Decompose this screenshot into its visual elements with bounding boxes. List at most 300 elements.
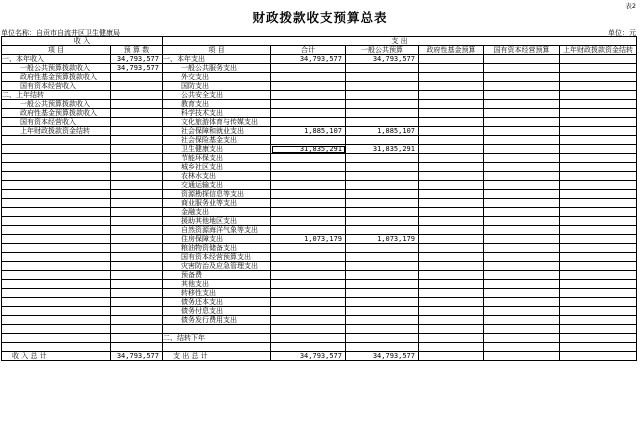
expense-item-header: 项 目	[163, 46, 271, 55]
income-item-cell[interactable]	[1, 271, 111, 280]
income-value-cell[interactable]	[111, 136, 163, 145]
table-row	[1, 208, 637, 217]
income-item-cell[interactable]	[1, 154, 111, 163]
income-value-cell[interactable]: 34,793,577	[111, 55, 163, 64]
income-value-cell[interactable]	[111, 163, 163, 172]
total-cell[interactable]	[271, 298, 346, 307]
soe-cell[interactable]	[484, 82, 560, 91]
general-budget-header: 一般公共预算	[346, 46, 419, 55]
general-budget-cell[interactable]	[346, 199, 419, 208]
income-value-cell[interactable]	[111, 244, 163, 253]
income-value-cell[interactable]	[111, 271, 163, 280]
gov-fund-cell[interactable]	[419, 244, 484, 253]
soe-cell[interactable]	[484, 199, 560, 208]
expense-item-cell[interactable]: 农林水支出	[163, 172, 271, 181]
carryover-cell[interactable]	[560, 316, 637, 325]
carryover-cell[interactable]	[560, 244, 637, 253]
soe-cell[interactable]	[484, 55, 560, 64]
total-cell[interactable]	[271, 262, 346, 271]
carryover-cell[interactable]	[560, 226, 637, 235]
soe-cell[interactable]	[484, 145, 560, 154]
carryover-total[interactable]	[560, 352, 637, 361]
income-item-cell[interactable]	[1, 217, 111, 226]
income-item-cell[interactable]	[1, 226, 111, 235]
carryover-cell[interactable]	[560, 298, 637, 307]
gov-fund-cell[interactable]	[419, 226, 484, 235]
expense-item-cell[interactable]: 其他支出	[163, 280, 271, 289]
expense-item-cell[interactable]: 文化旅游体育与传媒支出	[163, 118, 271, 127]
total-cell[interactable]: 1,885,107	[271, 127, 346, 136]
income-value-cell[interactable]	[111, 298, 163, 307]
income-item-cell[interactable]: 一、本年收入	[1, 55, 111, 64]
expense-general-total[interactable]: 34,793,577	[346, 352, 419, 361]
general-budget-cell[interactable]	[346, 325, 419, 334]
expense-item-cell[interactable]: 卫生健康支出	[163, 145, 271, 154]
general-budget-cell[interactable]	[346, 280, 419, 289]
general-budget-cell[interactable]	[346, 64, 419, 73]
income-value-cell[interactable]	[111, 154, 163, 163]
general-budget-cell[interactable]	[346, 136, 419, 145]
general-budget-cell[interactable]	[346, 217, 419, 226]
carryover-cell[interactable]	[560, 334, 637, 343]
income-value-cell[interactable]	[111, 307, 163, 316]
income-value-cell[interactable]	[111, 181, 163, 190]
income-item-cell[interactable]	[1, 280, 111, 289]
gov-fund-cell[interactable]	[419, 109, 484, 118]
table-row	[1, 64, 637, 73]
total-cell[interactable]: 34,793,577	[271, 55, 346, 64]
expense-item-cell[interactable]: 城乡社区支出	[163, 163, 271, 172]
income-value-cell[interactable]	[111, 172, 163, 181]
income-value-cell[interactable]	[111, 316, 163, 325]
expense-item-cell[interactable]: 预备费	[163, 271, 271, 280]
carryover-cell[interactable]	[560, 289, 637, 298]
total-cell[interactable]: 31,835,291	[271, 145, 346, 154]
soe-cell[interactable]	[484, 100, 560, 109]
soe-cell[interactable]	[484, 235, 560, 244]
income-value-cell[interactable]	[111, 190, 163, 199]
expense-item-cell[interactable]: 债务付息支出	[163, 307, 271, 316]
total-cell[interactable]	[271, 82, 346, 91]
income-value-cell[interactable]	[111, 109, 163, 118]
total-cell[interactable]	[271, 190, 346, 199]
carryover-cell[interactable]	[560, 307, 637, 316]
expense-item-cell[interactable]: 住房保障支出	[163, 235, 271, 244]
table-row	[1, 163, 637, 172]
income-value-cell[interactable]	[111, 334, 163, 343]
general-budget-cell[interactable]	[346, 190, 419, 199]
gov-fund-cell[interactable]	[419, 262, 484, 271]
general-budget-cell[interactable]	[346, 271, 419, 280]
gov-fund-cell[interactable]	[419, 100, 484, 109]
expense-item-cell[interactable]: 债务发行费用支出	[163, 316, 271, 325]
total-cell[interactable]	[271, 289, 346, 298]
total-cell[interactable]	[271, 316, 346, 325]
gov-fund-cell[interactable]	[419, 127, 484, 136]
soe-cell[interactable]	[484, 208, 560, 217]
expense-item-cell[interactable]: 国防支出	[163, 82, 271, 91]
income-item-cell[interactable]	[1, 172, 111, 181]
table-row	[1, 271, 637, 280]
soe-cell[interactable]	[484, 172, 560, 181]
carryover-cell[interactable]	[560, 253, 637, 262]
carryover-cell[interactable]	[560, 64, 637, 73]
income-item-cell[interactable]: 一般公共预算拨款收入	[1, 64, 111, 73]
total-cell[interactable]	[271, 208, 346, 217]
gov-fund-header: 政府性基金预算	[419, 46, 484, 55]
total-cell[interactable]	[271, 118, 346, 127]
income-value-cell[interactable]	[111, 226, 163, 235]
gov-fund-cell[interactable]	[419, 280, 484, 289]
total-cell[interactable]	[271, 154, 346, 163]
general-budget-cell[interactable]: 31,835,291	[346, 145, 419, 154]
income-value-cell[interactable]	[111, 127, 163, 136]
general-budget-cell[interactable]	[346, 262, 419, 271]
gov-fund-cell[interactable]	[419, 91, 484, 100]
soe-cell[interactable]	[484, 73, 560, 82]
carryover-cell[interactable]	[560, 235, 637, 244]
budget-table	[1, 36, 637, 361]
total-cell[interactable]	[271, 307, 346, 316]
soe-cell[interactable]	[484, 244, 560, 253]
carryover-cell[interactable]	[560, 172, 637, 181]
income-value-cell[interactable]	[111, 73, 163, 82]
total-cell[interactable]	[271, 64, 346, 73]
carryover-cell[interactable]	[560, 271, 637, 280]
expense-item-cell[interactable]: 交通运输支出	[163, 181, 271, 190]
total-cell[interactable]	[271, 109, 346, 118]
carryover-cell[interactable]	[560, 55, 637, 64]
income-item-cell[interactable]	[1, 199, 111, 208]
income-value-cell[interactable]	[111, 100, 163, 109]
income-item-cell[interactable]	[1, 208, 111, 217]
soe-cell[interactable]	[484, 298, 560, 307]
total-cell[interactable]	[271, 217, 346, 226]
income-item-cell[interactable]	[1, 253, 111, 262]
expense-item-cell[interactable]: 外交支出	[163, 73, 271, 82]
general-budget-cell[interactable]	[346, 118, 419, 127]
expense-item-cell[interactable]: 转移性支出	[163, 289, 271, 298]
total-cell[interactable]	[271, 172, 346, 181]
carryover-cell[interactable]	[560, 136, 637, 145]
expense-item-cell[interactable]: 债务还本支出	[163, 298, 271, 307]
income-item-cell[interactable]	[1, 334, 111, 343]
table-row	[1, 181, 637, 190]
income-value-cell[interactable]	[111, 82, 163, 91]
soe-cell[interactable]	[484, 190, 560, 199]
income-item-cell[interactable]: 政府性基金预算拨款收入	[1, 109, 111, 118]
gov-fund-cell[interactable]	[419, 307, 484, 316]
expense-item-cell[interactable]: 社会保险基金支出	[163, 136, 271, 145]
table-row	[1, 154, 637, 163]
gov-fund-cell[interactable]	[419, 136, 484, 145]
general-budget-cell[interactable]: 1,073,179	[346, 235, 419, 244]
carryover-cell[interactable]	[560, 154, 637, 163]
income-value-cell[interactable]	[111, 91, 163, 100]
soe-cell[interactable]	[484, 262, 560, 271]
income-item-cell[interactable]	[1, 262, 111, 271]
expense-item-cell[interactable]: 商业服务业等支出	[163, 199, 271, 208]
soe-cell[interactable]	[484, 181, 560, 190]
expense-item-cell[interactable]	[163, 343, 271, 352]
general-budget-cell[interactable]	[346, 82, 419, 91]
gov-fund-cell[interactable]	[419, 172, 484, 181]
total-cell[interactable]	[271, 325, 346, 334]
expense-item-cell[interactable]: 金融支出	[163, 208, 271, 217]
gov-fund-cell[interactable]	[419, 208, 484, 217]
gov-fund-cell[interactable]	[419, 217, 484, 226]
gov-fund-cell[interactable]	[419, 73, 484, 82]
general-budget-cell[interactable]	[346, 109, 419, 118]
table-row	[1, 199, 637, 208]
gov-fund-cell[interactable]	[419, 163, 484, 172]
gov-fund-cell[interactable]	[419, 118, 484, 127]
general-budget-cell[interactable]	[346, 172, 419, 181]
soe-cell[interactable]	[484, 343, 560, 352]
income-item-cell[interactable]: 政府性基金预算拨款收入	[1, 73, 111, 82]
table-row	[1, 91, 637, 100]
income-item-cell[interactable]	[1, 190, 111, 199]
gov-fund-cell[interactable]	[419, 253, 484, 262]
general-budget-cell[interactable]	[346, 289, 419, 298]
expense-item-cell[interactable]: 自然资源海洋气象等支出	[163, 226, 271, 235]
carryover-cell[interactable]	[560, 145, 637, 154]
total-cell[interactable]	[271, 73, 346, 82]
expense-total-value[interactable]: 34,793,577	[271, 352, 346, 361]
table-row	[1, 100, 637, 109]
carryover-header: 上年财政拨款资金结转	[560, 46, 637, 55]
income-value-cell[interactable]	[111, 199, 163, 208]
expense-item-cell[interactable]: 一、本年支出	[163, 55, 271, 64]
income-item-cell[interactable]	[1, 244, 111, 253]
gov-fund-cell[interactable]	[419, 316, 484, 325]
income-value-cell[interactable]	[111, 208, 163, 217]
table-body	[1, 55, 637, 352]
general-budget-cell[interactable]	[346, 298, 419, 307]
expense-item-cell[interactable]: 节能环保支出	[163, 154, 271, 163]
total-cell[interactable]	[271, 91, 346, 100]
expense-group-header: 支 出	[163, 37, 637, 46]
total-cell[interactable]	[271, 253, 346, 262]
income-item-cell[interactable]: 国有资本经营收入	[1, 82, 111, 91]
soe-cell[interactable]	[484, 226, 560, 235]
expense-item-cell[interactable]: 灾害防治及应急管理支出	[163, 262, 271, 271]
table-row	[1, 253, 637, 262]
total-cell[interactable]	[271, 181, 346, 190]
total-cell[interactable]	[271, 244, 346, 253]
income-value-cell[interactable]	[111, 235, 163, 244]
table-row	[1, 127, 637, 136]
income-total-label: 收 入 总 计	[1, 352, 111, 361]
income-item-cell[interactable]: 二、上年结转	[1, 91, 111, 100]
carryover-cell[interactable]	[560, 127, 637, 136]
expense-item-cell[interactable]: 科学技术支出	[163, 109, 271, 118]
total-header: 合计	[271, 46, 346, 55]
gov-fund-cell[interactable]	[419, 145, 484, 154]
soe-cell[interactable]	[484, 271, 560, 280]
table-row	[1, 109, 637, 118]
income-item-cell[interactable]: 国有资本经营收入	[1, 118, 111, 127]
general-budget-cell[interactable]	[346, 316, 419, 325]
income-total-value[interactable]: 34,793,577	[111, 352, 163, 361]
total-cell[interactable]	[271, 280, 346, 289]
carryover-cell[interactable]	[560, 82, 637, 91]
general-budget-cell[interactable]	[346, 163, 419, 172]
expense-item-cell[interactable]: 资源勘探信息等支出	[163, 190, 271, 199]
income-item-cell[interactable]	[1, 181, 111, 190]
soe-cell[interactable]	[484, 280, 560, 289]
income-item-cell[interactable]: 上年财政拨款资金结转	[1, 127, 111, 136]
table-row	[1, 73, 637, 82]
general-budget-cell[interactable]	[346, 91, 419, 100]
expense-item-cell[interactable]	[163, 325, 271, 334]
total-cell[interactable]	[271, 271, 346, 280]
expense-item-cell[interactable]: 教育支出	[163, 100, 271, 109]
expense-item-cell[interactable]: 社会保障和就业支出	[163, 127, 271, 136]
carryover-cell[interactable]	[560, 181, 637, 190]
carryover-cell[interactable]	[560, 109, 637, 118]
income-value-cell[interactable]	[111, 262, 163, 271]
soe-cell[interactable]	[484, 64, 560, 73]
income-item-cell[interactable]: 一般公共预算拨款收入	[1, 100, 111, 109]
gov-fund-cell[interactable]	[419, 298, 484, 307]
income-item-cell[interactable]	[1, 298, 111, 307]
soe-cell[interactable]	[484, 91, 560, 100]
soe-cell[interactable]	[484, 217, 560, 226]
total-cell[interactable]	[271, 100, 346, 109]
table-row	[1, 136, 637, 145]
carryover-cell[interactable]	[560, 118, 637, 127]
general-budget-cell[interactable]	[346, 244, 419, 253]
gov-fund-cell[interactable]	[419, 181, 484, 190]
gov-fund-cell[interactable]	[419, 199, 484, 208]
income-value-cell[interactable]	[111, 325, 163, 334]
income-value-cell[interactable]: 34,793,577	[111, 64, 163, 73]
income-item-cell[interactable]	[1, 307, 111, 316]
income-value-cell[interactable]	[111, 118, 163, 127]
total-cell[interactable]	[271, 343, 346, 352]
gov-fund-total[interactable]	[419, 352, 484, 361]
expense-item-cell[interactable]: 援助其他地区支出	[163, 217, 271, 226]
general-budget-cell[interactable]	[346, 181, 419, 190]
soe-cell[interactable]	[484, 109, 560, 118]
soe-cell[interactable]	[484, 127, 560, 136]
expense-item-cell[interactable]: 一般公共服务支出	[163, 64, 271, 73]
soe-cell[interactable]	[484, 118, 560, 127]
soe-cell[interactable]	[484, 253, 560, 262]
gov-fund-cell[interactable]	[419, 271, 484, 280]
general-budget-cell[interactable]: 1,885,107	[346, 127, 419, 136]
gov-fund-cell[interactable]	[419, 55, 484, 64]
carryover-cell[interactable]	[560, 73, 637, 82]
income-item-cell[interactable]	[1, 289, 111, 298]
expense-item-cell[interactable]: 公共安全支出	[163, 91, 271, 100]
gov-fund-cell[interactable]	[419, 64, 484, 73]
gov-fund-cell[interactable]	[419, 343, 484, 352]
income-item-cell[interactable]	[1, 136, 111, 145]
soe-cell[interactable]	[484, 325, 560, 334]
soe-cell[interactable]	[484, 334, 560, 343]
general-budget-cell[interactable]	[346, 253, 419, 262]
table-row	[1, 145, 637, 154]
table-row	[1, 190, 637, 199]
general-budget-cell[interactable]	[346, 208, 419, 217]
sheet-number: 表2	[625, 2, 636, 10]
gov-fund-cell[interactable]	[419, 289, 484, 298]
total-cell[interactable]	[271, 226, 346, 235]
total-cell[interactable]	[271, 163, 346, 172]
soe-cell[interactable]	[484, 316, 560, 325]
carryover-cell[interactable]	[560, 262, 637, 271]
income-value-cell[interactable]	[111, 289, 163, 298]
total-cell[interactable]: 1,073,179	[271, 235, 346, 244]
carryover-cell[interactable]	[560, 325, 637, 334]
income-value-cell[interactable]	[111, 145, 163, 154]
general-budget-cell[interactable]	[346, 100, 419, 109]
total-cell[interactable]	[271, 334, 346, 343]
carryover-cell[interactable]	[560, 163, 637, 172]
gov-fund-cell[interactable]	[419, 325, 484, 334]
table-row	[1, 307, 637, 316]
table-row	[1, 118, 637, 127]
income-item-cell[interactable]	[1, 316, 111, 325]
income-value-cell[interactable]	[111, 343, 163, 352]
carryover-cell[interactable]	[560, 91, 637, 100]
income-value-cell[interactable]	[111, 217, 163, 226]
total-cell[interactable]	[271, 136, 346, 145]
income-item-cell[interactable]	[1, 235, 111, 244]
income-item-cell[interactable]	[1, 163, 111, 172]
carryover-cell[interactable]	[560, 100, 637, 109]
general-budget-cell[interactable]	[346, 343, 419, 352]
expense-item-cell[interactable]: 国有资本经营预算支出	[163, 253, 271, 262]
gov-fund-cell[interactable]	[419, 235, 484, 244]
carryover-cell[interactable]	[560, 199, 637, 208]
carryover-cell[interactable]	[560, 343, 637, 352]
income-item-cell[interactable]	[1, 145, 111, 154]
carryover-cell[interactable]	[560, 217, 637, 226]
general-budget-cell[interactable]	[346, 307, 419, 316]
income-value-cell[interactable]	[111, 253, 163, 262]
general-budget-cell[interactable]: 34,793,577	[346, 55, 419, 64]
gov-fund-cell[interactable]	[419, 154, 484, 163]
soe-cell[interactable]	[484, 307, 560, 316]
general-budget-cell[interactable]	[346, 73, 419, 82]
general-budget-cell[interactable]	[346, 334, 419, 343]
soe-cell[interactable]	[484, 163, 560, 172]
expense-item-cell[interactable]: 粮油物资储备支出	[163, 244, 271, 253]
general-budget-cell[interactable]	[346, 226, 419, 235]
carryover-cell[interactable]	[560, 280, 637, 289]
gov-fund-cell[interactable]	[419, 82, 484, 91]
income-item-cell[interactable]	[1, 325, 111, 334]
income-value-cell[interactable]	[111, 280, 163, 289]
soe-cell[interactable]	[484, 289, 560, 298]
carryover-cell[interactable]	[560, 190, 637, 199]
gov-fund-cell[interactable]	[419, 190, 484, 199]
soe-cell[interactable]	[484, 136, 560, 145]
expense-item-cell[interactable]: 二、结转下年	[163, 334, 271, 343]
gov-fund-cell[interactable]	[419, 334, 484, 343]
carryover-cell[interactable]	[560, 208, 637, 217]
total-cell[interactable]	[271, 199, 346, 208]
general-budget-cell[interactable]	[346, 154, 419, 163]
soe-cell[interactable]	[484, 154, 560, 163]
table-row	[1, 244, 637, 253]
soe-total[interactable]	[484, 352, 560, 361]
table-row	[1, 235, 637, 244]
income-item-cell[interactable]	[1, 343, 111, 352]
